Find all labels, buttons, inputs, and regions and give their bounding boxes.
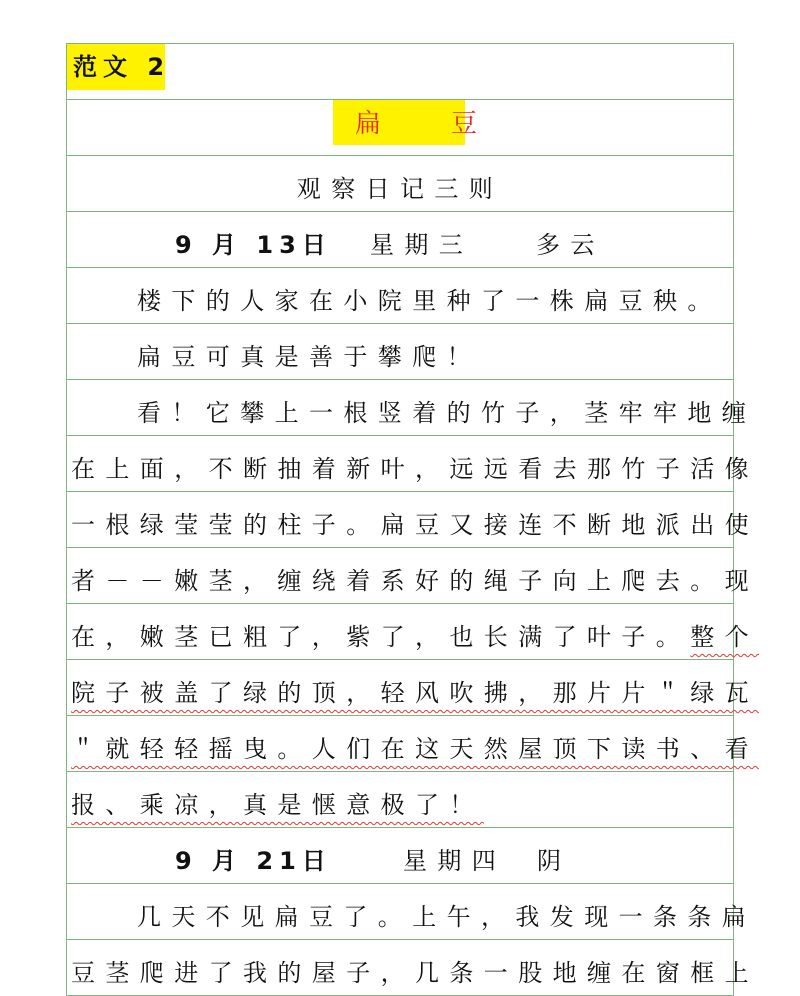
paragraph-text: 看！它攀上一根竖着的竹子，茎牢牢地缠 bbox=[137, 399, 757, 427]
text-line bbox=[67, 660, 759, 716]
subtitle-row bbox=[67, 156, 733, 212]
text-line bbox=[67, 436, 759, 492]
text-line bbox=[67, 940, 759, 996]
marked-text: 整个 bbox=[690, 623, 760, 651]
essay-subtitle: 观察日记三则 bbox=[296, 175, 504, 203]
paragraph-text: 在上面，不断抽着新叶，远远看去那竹子活像 bbox=[71, 455, 759, 483]
paragraph-text: 扁豆可真是善于攀爬！ bbox=[137, 343, 481, 371]
entry-weather: 多云 bbox=[536, 231, 605, 259]
marked-text: 院子被盖了绿的顶，轻风吹拂，那片片＂绿瓦 bbox=[71, 679, 759, 707]
paragraph-text: 豆茎爬进了我的屋子，几条一股地缠在窗框上 bbox=[71, 959, 759, 987]
paragraph-text: 一根绿莹莹的柱子。扁豆又接连不断地派出使 bbox=[71, 511, 759, 539]
paragraph-line bbox=[71, 617, 759, 652]
marked-text: ＂就轻轻摇曳。人们在这天然屋顶下读书、看 bbox=[71, 735, 759, 763]
paragraph-text: 在，嫩茎已粗了，紫了，也长满了叶子。 bbox=[71, 623, 691, 651]
text-line bbox=[67, 268, 733, 324]
entry-weather: 阴 bbox=[537, 847, 572, 875]
date-row-1 bbox=[67, 212, 733, 268]
entry-weekday: 星期四 bbox=[403, 847, 507, 875]
text-line bbox=[67, 324, 733, 380]
entry-date: 9 月 21日 bbox=[175, 847, 332, 875]
paragraph-text: 几天不见扁豆了。上午，我发现一条条扁 bbox=[137, 903, 757, 931]
text-line bbox=[67, 492, 759, 548]
label-row bbox=[67, 44, 733, 100]
text-line bbox=[67, 772, 733, 828]
paragraph-text: 者－－嫩茎，缠绕着系好的绳子向上爬去。现 bbox=[71, 567, 759, 595]
text-line bbox=[67, 716, 759, 772]
text-line bbox=[67, 604, 760, 660]
entry-date: 9 月 13日 bbox=[175, 231, 332, 259]
entry-weekday: 星期三 bbox=[370, 231, 474, 259]
essay-title: 扁 豆 bbox=[333, 100, 465, 145]
marked-text: 报、乘凉，真是惬意极了！ bbox=[71, 791, 484, 819]
text-line bbox=[67, 548, 759, 604]
title-row bbox=[67, 100, 733, 156]
date-row-2 bbox=[67, 828, 733, 884]
paragraph-text: 楼下的人家在小院里种了一株扁豆秧。 bbox=[137, 287, 722, 315]
text-line bbox=[67, 884, 757, 940]
sample-label: 范文 2 bbox=[67, 44, 165, 90]
text-line bbox=[67, 380, 757, 436]
composition-grid bbox=[66, 43, 760, 996]
